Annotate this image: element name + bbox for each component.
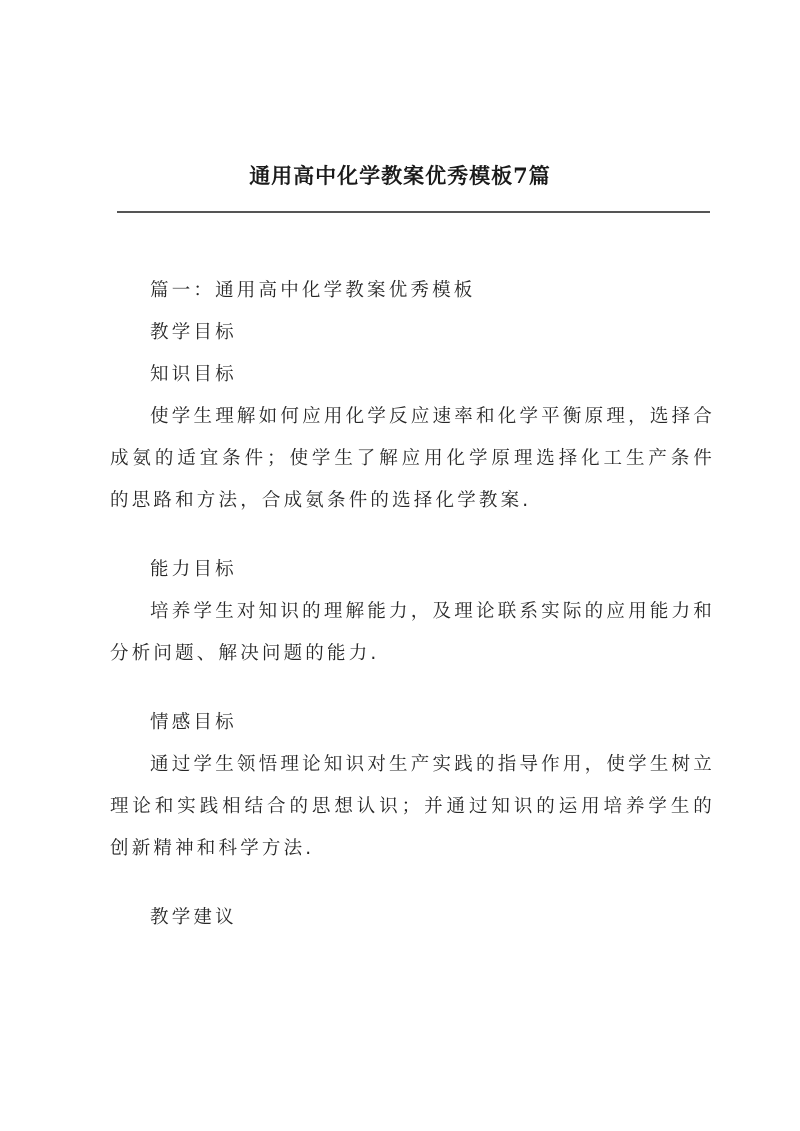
emotion-goals-heading: 情感目标 [150, 712, 237, 733]
knowledge-goals-heading: 知识目标 [150, 364, 237, 385]
title-underline [117, 211, 710, 213]
knowledge-goals-paragraph: 使学生理解如何应用化学反应速率和化学平衡原理，选择合成氨的适宜条件；使学生了解应用化学原理选择化工生产条件的思路和方法，合成氨条件的选择化学教案. [110, 406, 715, 511]
teaching-goals-heading: 教学目标 [150, 322, 237, 343]
ability-goals-paragraph: 培养学生对知识的理解能力，及理论联系实际的应用能力和分析问题、解决问题的能力. [110, 601, 715, 664]
section-heading: 篇一：通用高中化学教案优秀模板 [150, 280, 476, 301]
ability-goals-heading: 能力目标 [150, 559, 237, 580]
document-body [110, 270, 715, 939]
emotion-goals-paragraph: 通过学生领悟理论知识对生产实践的指导作用，使学生树立理论和实践相结合的思想认识；并通过知识的运用培养学生的创新精神和科学方法. [110, 754, 715, 859]
teaching-suggestions-heading: 教学建议 [150, 907, 237, 928]
document-title: 通用高中化学教案优秀模板7篇 [249, 163, 551, 188]
